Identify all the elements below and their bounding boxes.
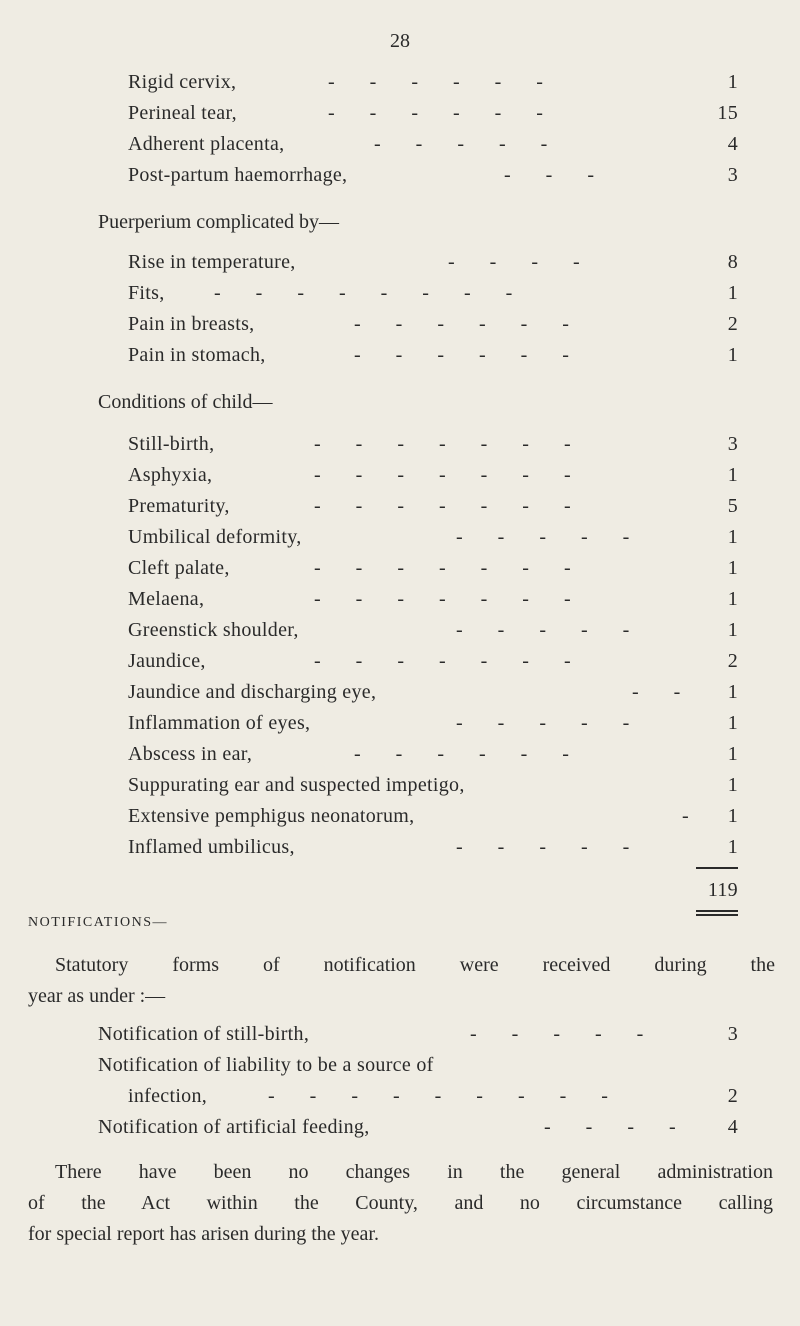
list-item: [128, 584, 738, 614]
notifications-intro-line2: year as under :—: [28, 985, 166, 1007]
leader-dashes: - - - - -: [470, 1023, 659, 1045]
leader-dashes: - - - - -: [374, 133, 563, 155]
item-value: 1: [727, 71, 738, 93]
leader-dashes: - - -: [504, 164, 609, 186]
leader-dashes: - - - - -: [456, 712, 645, 734]
leader-dashes: - - - - - -: [328, 102, 558, 124]
leader-dashes: - - - -: [544, 1116, 691, 1138]
leader-dashes: -: [682, 805, 704, 827]
list-item: [98, 1019, 738, 1049]
item-value: 1: [727, 805, 738, 827]
item-value: 1: [727, 588, 738, 610]
leader-dashes: - - - - -: [456, 619, 645, 641]
leader-dashes: - - - - - - - -: [214, 282, 528, 304]
total-double-rule-top: [696, 910, 738, 912]
section-heading-puerperium: Puerperium complicated by—: [98, 211, 340, 233]
total-row: [128, 875, 738, 905]
item-value: 1: [727, 464, 738, 486]
list-item: [128, 832, 738, 862]
leader-dashes: - - - - - - -: [314, 495, 586, 517]
item-label: Still-birth,: [128, 433, 215, 455]
item-value: 1: [727, 774, 738, 796]
item-label: Notification of liability to be a source of: [98, 1054, 434, 1076]
item-label: Rigid cervix,: [128, 71, 237, 93]
item-label: Rise in temperature,: [128, 251, 296, 273]
item-label: Abscess in ear,: [128, 743, 253, 765]
item-label: Prematurity,: [128, 495, 230, 517]
item-label: Inflammation of eyes,: [128, 712, 311, 734]
list-item: [128, 646, 738, 676]
page-number: 28: [390, 30, 410, 52]
item-label: Notification of artificial feeding,: [98, 1116, 370, 1138]
item-label: Cleft palate,: [128, 557, 230, 579]
list-item: [128, 309, 738, 339]
item-value: 3: [727, 164, 738, 186]
total-value: 119: [707, 879, 738, 901]
item-label: Adherent placenta,: [128, 133, 285, 155]
item-value: 1: [727, 836, 738, 858]
item-value: 3: [727, 1023, 738, 1045]
leader-dashes: - - - - - - -: [314, 557, 586, 579]
list-item: [128, 801, 738, 831]
leader-dashes: - - - - - - -: [314, 433, 586, 455]
list-item: [128, 129, 738, 159]
list-item: [128, 1081, 738, 1111]
item-label: Umbilical deformity,: [128, 526, 302, 548]
closing-line3: for special report has arisen during the year.: [28, 1223, 379, 1245]
item-label: Pain in breasts,: [128, 313, 255, 335]
item-value: 2: [727, 313, 738, 335]
leader-dashes: - - - - - - -: [314, 650, 586, 672]
item-value: 1: [727, 557, 738, 579]
item-label: Asphyxia,: [128, 464, 213, 486]
item-value: 4: [727, 1116, 738, 1138]
notifications-intro-line1: Statutory forms of notification were received during the: [55, 954, 775, 976]
list-item: [128, 615, 738, 645]
list-item: [128, 460, 738, 490]
list-item: [128, 340, 738, 370]
item-value: 3: [727, 433, 738, 455]
leader-dashes: - - - - - - -: [314, 464, 586, 486]
list-item: [128, 677, 738, 707]
list-item: [128, 739, 738, 769]
leader-dashes: - - - - -: [456, 836, 645, 858]
item-label: Perineal tear,: [128, 102, 237, 124]
list-item: [128, 522, 738, 552]
section-heading-child: Conditions of child—: [98, 391, 273, 413]
item-value: 15: [717, 102, 738, 124]
item-label: infection,: [128, 1085, 208, 1107]
item-value: 2: [727, 1085, 738, 1107]
leader-dashes: - - - - - -: [328, 71, 558, 93]
list-item: [128, 491, 738, 521]
item-label: Extensive pemphigus neonatorum,: [128, 805, 415, 827]
item-label: Inflamed umbilicus,: [128, 836, 295, 858]
item-value: 1: [727, 344, 738, 366]
leader-dashes: - - - - - -: [354, 313, 584, 335]
item-value: 1: [727, 619, 738, 641]
item-label: Jaundice and discharging eye,: [128, 681, 377, 703]
leader-dashes: - - - - - -: [354, 743, 584, 765]
list-item: [98, 1112, 738, 1142]
list-item: [128, 553, 738, 583]
list-item: [128, 98, 738, 128]
item-label: Pain in stomach,: [128, 344, 266, 366]
item-value: 5: [727, 495, 738, 517]
leader-dashes: - -: [632, 681, 696, 703]
leader-dashes: - - - - - - -: [314, 588, 586, 610]
notifications-heading: NOTIFICATIONS—: [28, 915, 168, 930]
item-value: 1: [727, 712, 738, 734]
list-item: [128, 67, 738, 97]
item-value: 1: [727, 282, 738, 304]
item-value: 2: [727, 650, 738, 672]
item-value: 4: [727, 133, 738, 155]
item-value: 1: [727, 526, 738, 548]
item-value: 1: [727, 681, 738, 703]
list-item: [128, 278, 738, 308]
item-label: Suppurating ear and suspected impetigo,: [128, 774, 465, 796]
item-value: 8: [727, 251, 738, 273]
list-item: [128, 708, 738, 738]
closing-line2: of the Act within the County, and no circumstance calling: [28, 1192, 773, 1214]
item-label: Notification of still-birth,: [98, 1023, 310, 1045]
list-item: [98, 1050, 738, 1080]
closing-line1: There have been no changes in the general administration: [55, 1161, 773, 1183]
item-value: 1: [727, 743, 738, 765]
list-item: [128, 247, 738, 277]
item-label: Greenstick shoulder,: [128, 619, 299, 641]
list-item: [128, 770, 738, 800]
list-item: [128, 429, 738, 459]
leader-dashes: - - - - - -: [354, 344, 584, 366]
item-label: Melaena,: [128, 588, 205, 610]
item-label: Fits,: [128, 282, 165, 304]
item-label: Post-partum haemorrhage,: [128, 164, 348, 186]
leader-dashes: - - - - -: [456, 526, 645, 548]
total-rule: [696, 867, 738, 869]
item-label: Jaundice,: [128, 650, 206, 672]
total-double-rule-bottom: [696, 914, 738, 916]
leader-dashes: - - - - - - - - -: [268, 1085, 623, 1107]
list-item: [128, 160, 738, 190]
leader-dashes: - - - -: [448, 251, 595, 273]
